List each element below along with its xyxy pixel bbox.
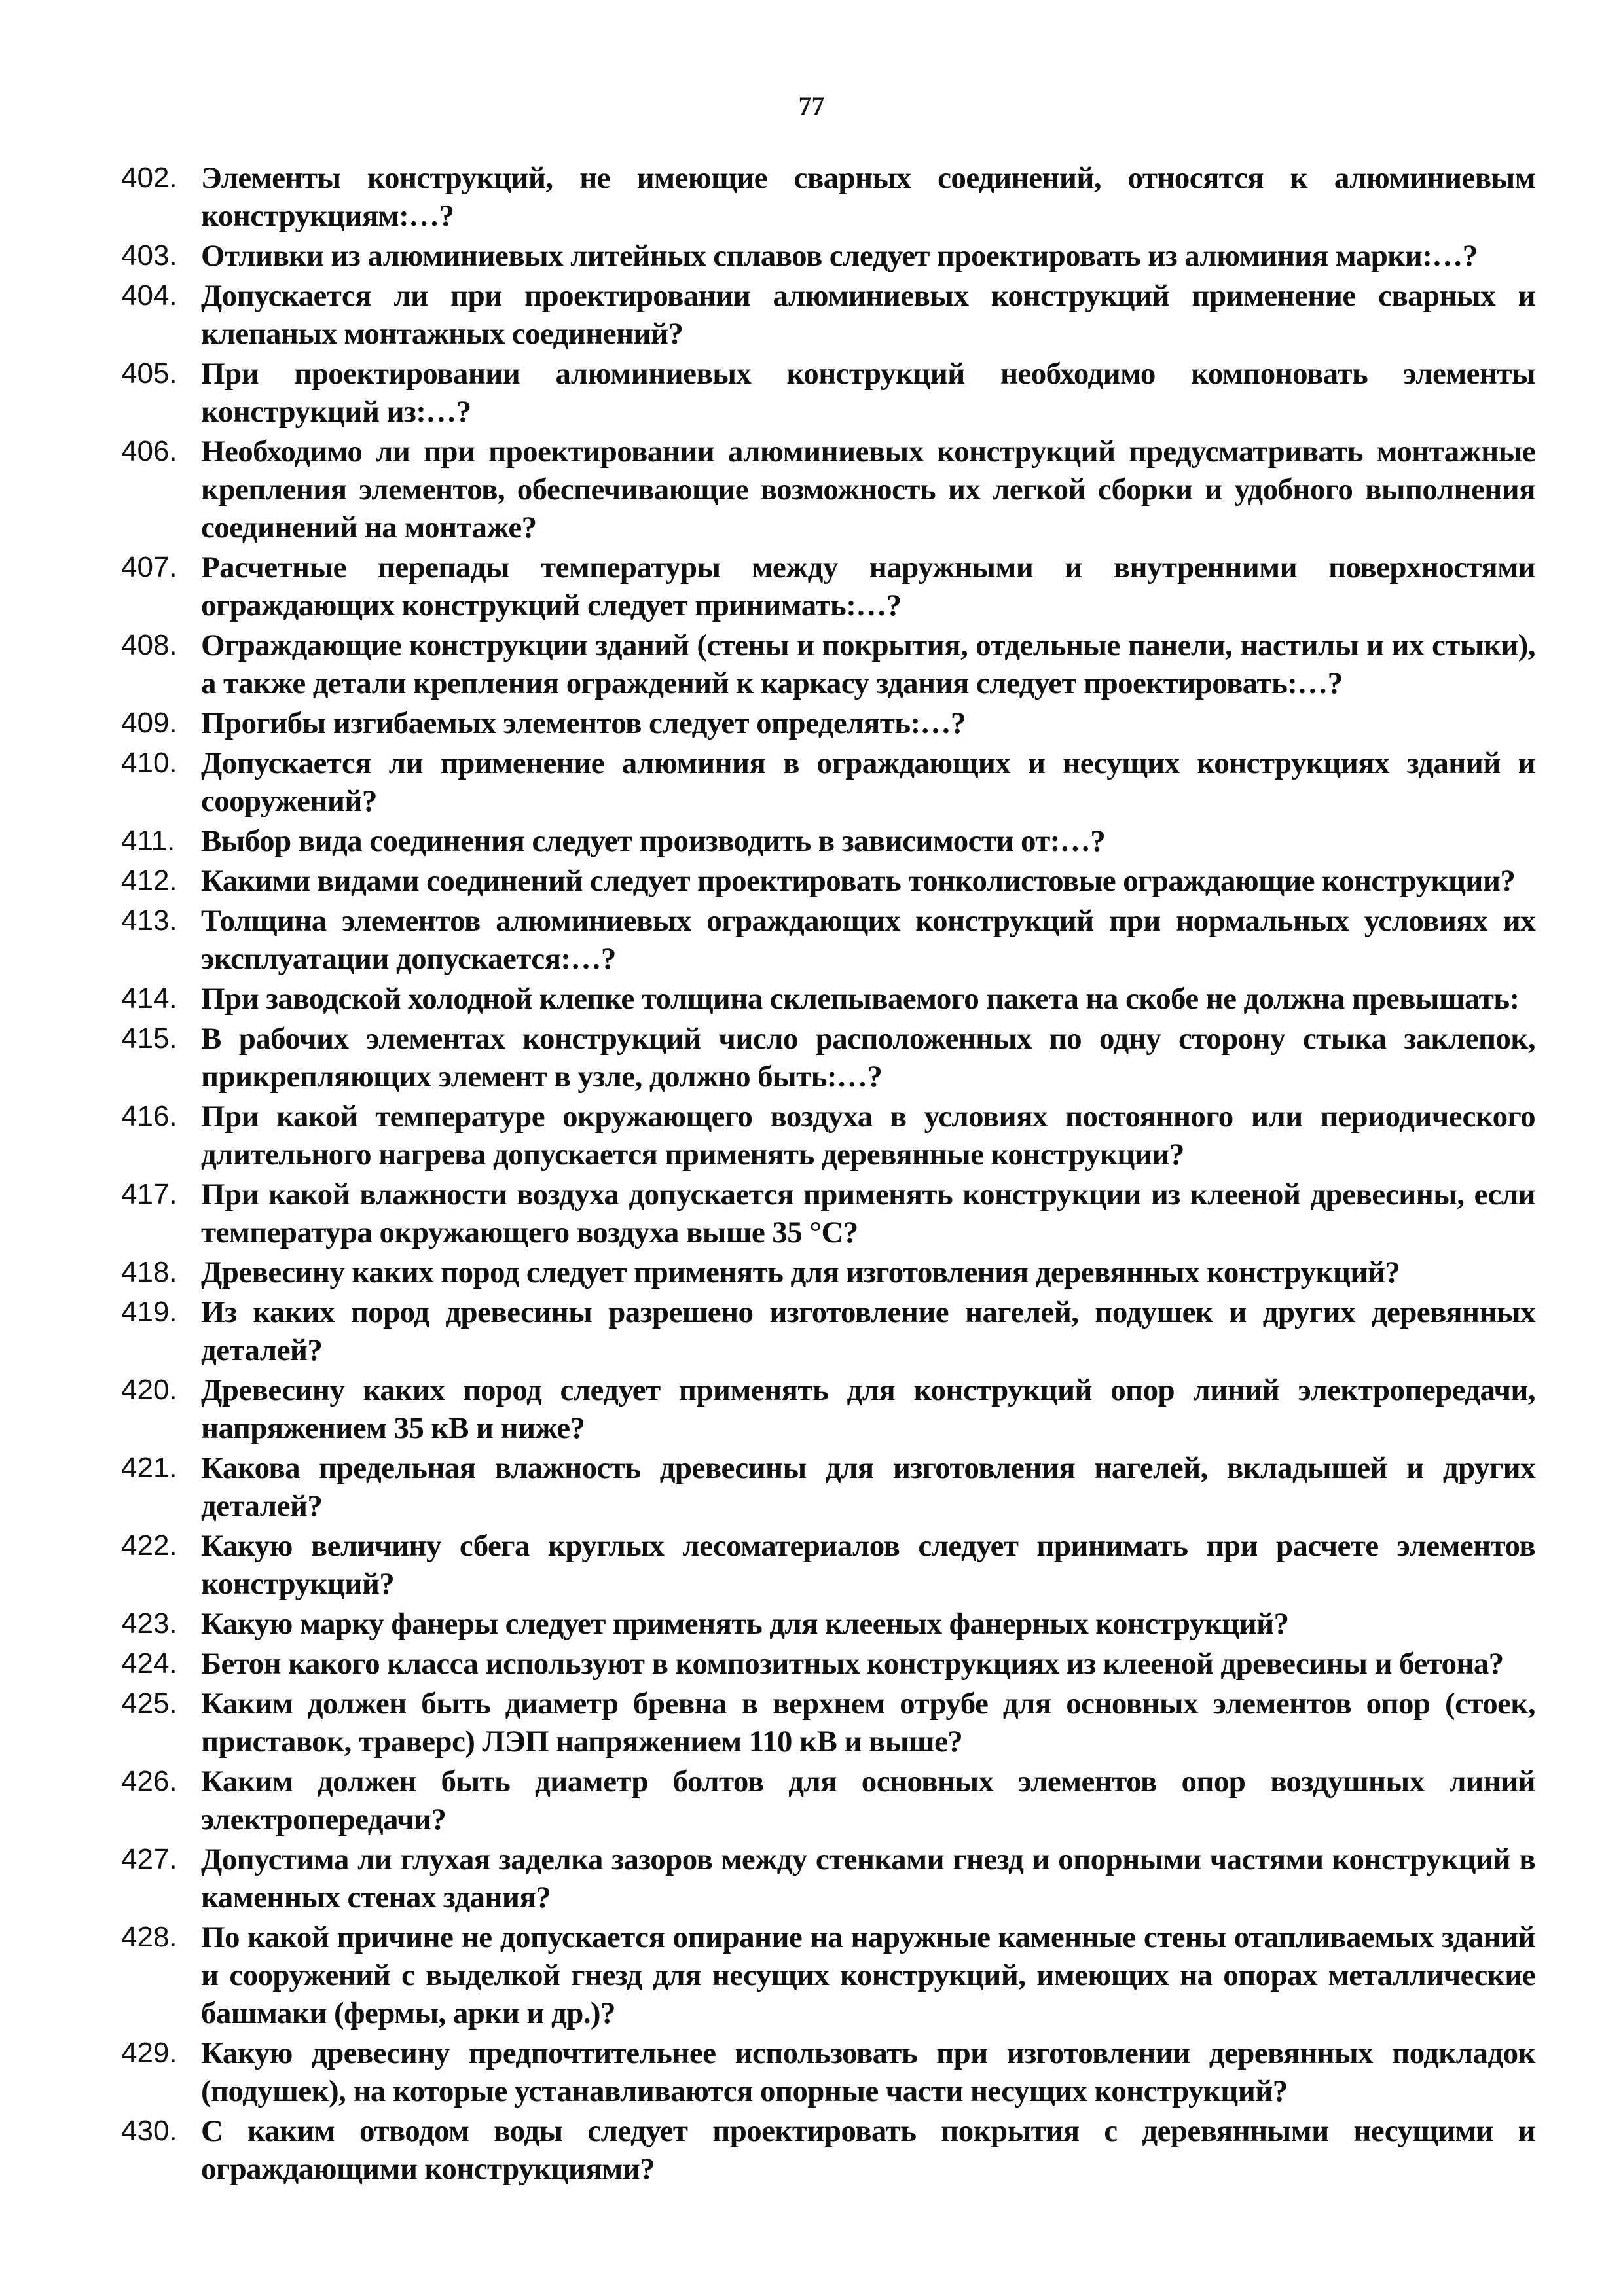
question-number: 417. [121, 1178, 177, 1210]
question-item [121, 1253, 1535, 1291]
question-item [121, 626, 1535, 702]
question-item [121, 355, 1535, 431]
question-text: По какой причине не допускается опирание на наружные каменные стены отапливаемых зданий и сооружений с выделкой гнезд для несущих конструкций, имеющих на опорах металлические башмаки (фермы, арки и др.)? [201, 1920, 1535, 2030]
question-number: 418. [121, 1256, 177, 1288]
question-item [121, 1527, 1535, 1603]
question-item [121, 1605, 1535, 1643]
question-number: 426. [121, 1765, 177, 1797]
question-number: 405. [121, 357, 177, 389]
question-number: 404. [121, 279, 177, 312]
page-number: 77 [798, 91, 825, 120]
question-number: 409. [121, 707, 177, 739]
question-number: 415. [121, 1022, 177, 1054]
question-item [121, 980, 1535, 1018]
question-number: 402. [121, 162, 177, 194]
question-item [121, 862, 1535, 900]
question-number: 421. [121, 1452, 177, 1484]
question-text: Какую величину сбега круглых лесоматериалов следует принимать при расчете элементов конструкций? [201, 1529, 1535, 1601]
question-text: Допускается ли применение алюминия в ограждающих и несущих конструкциях зданий и сооружений? [201, 746, 1535, 818]
question-item [121, 2112, 1535, 2188]
question-item [121, 1293, 1535, 1369]
question-item [121, 1918, 1535, 2032]
question-number: 403. [121, 240, 177, 272]
question-item [121, 1763, 1535, 1839]
question-item [121, 1840, 1535, 1916]
question-text: Толщина элементов алюминиевых ограждающих конструкций при нормальных условиях их эксплуатации допускается:…? [201, 904, 1535, 976]
question-text: Какова предельная влажность древесины для изготовления нагелей, вкладышей и других деталей? [201, 1451, 1535, 1523]
question-number: 411. [121, 825, 175, 857]
question-text: Допускается ли при проектировании алюминиевых конструкций применение сварных и клепаных монтажных соединений? [201, 279, 1535, 351]
question-number: 420. [121, 1374, 177, 1406]
question-text: Расчетные перепады температуры между наружными и внутренними поверхностями ограждающих конструкций следует принимать:…? [201, 550, 1535, 622]
question-text: Бетон какого класса используют в композитных конструкциях из клееной древесины и бетона? [201, 1647, 1504, 1681]
question-text: Какую древесину предпочтительнее использовать при изготовлении деревянных подкладок (подушек), на которые устанавливаются опорные части несущих конструкций? [201, 2036, 1535, 2108]
question-item [121, 1449, 1535, 1525]
question-text: Какими видами соединений следует проектировать тонколистовые ограждающие конструкции? [201, 864, 1516, 898]
question-number: 428. [121, 1921, 177, 1953]
question-item [121, 1371, 1535, 1447]
question-number: 406. [121, 435, 177, 467]
question-number: 430. [121, 2115, 177, 2147]
question-item [121, 2034, 1535, 2110]
question-number: 408. [121, 629, 177, 661]
question-number: 425. [121, 1687, 177, 1719]
question-number: 424. [121, 1647, 177, 1679]
question-number: 412. [121, 865, 177, 897]
question-text: Допустима ли глухая заделка зазоров между стенками гнезд и опорными частями конструкций в каменных стенах здания? [201, 1842, 1535, 1914]
question-item [121, 902, 1535, 978]
question-number: 423. [121, 1607, 177, 1640]
question-item [121, 237, 1535, 275]
question-text: При какой температуре окружающего воздуха в условиях постоянного или периодического длительного нагрева допускается применять деревянные конструкции? [201, 1100, 1535, 1172]
question-item [121, 744, 1535, 820]
question-text: В рабочих элементах конструкций число расположенных по одну сторону стыка заклепок, прикрепляющих элемент в узле, должно быть:…? [201, 1022, 1535, 1094]
question-item [121, 1020, 1535, 1096]
question-item [121, 1098, 1535, 1174]
question-item [121, 1685, 1535, 1761]
question-text: Древесину каких пород следует применять для изготовления деревянных конструкций? [201, 1255, 1400, 1289]
question-text: Выбор вида соединения следует производить в зависимости от:…? [201, 824, 1106, 858]
question-number: 416. [121, 1100, 177, 1132]
question-text: С каким отводом воды следует проектировать покрытия с деревянными несущими и ограждающими конструкциями? [201, 2114, 1535, 2186]
question-item [121, 159, 1535, 235]
question-item [121, 277, 1535, 353]
question-number: 410. [121, 747, 177, 779]
question-number: 413. [121, 905, 177, 937]
question-text: Каким должен быть диаметр болтов для основных элементов опор воздушных линий электропередачи? [201, 1765, 1535, 1837]
question-text: Из каких пород древесины разрешено изготовление нагелей, подушек и других деревянных деталей? [201, 1295, 1535, 1367]
question-text: Отливки из алюминиевых литейных сплавов следует проектировать из алюминия марки:…? [201, 239, 1478, 273]
question-text: Элементы конструкций, не имеющие сварных соединений, относятся к алюминиевым конструкциям:…? [201, 161, 1535, 233]
question-number: 427. [121, 1843, 177, 1875]
question-number: 419. [121, 1296, 177, 1328]
question-list [121, 159, 1535, 2190]
question-number: 407. [121, 551, 177, 583]
question-text: При какой влажности воздуха допускается применять конструкции из клееной древесины, если температура окружающего воздуха выше 35 °С? [201, 1177, 1535, 1249]
question-item [121, 1175, 1535, 1251]
question-text: Какую марку фанеры следует применять для клееных фанерных конструкций? [201, 1607, 1289, 1641]
question-number: 422. [121, 1530, 177, 1562]
question-text: Древесину каких пород следует применять для конструкций опор линий электропередачи, напряжением 35 кВ и ниже? [201, 1373, 1535, 1445]
question-text: Ограждающие конструкции зданий (стены и покрытия, отдельные панели, настилы и их стыки), а также детали крепления ограждений к каркасу здания следует проектировать:…? [201, 628, 1535, 700]
question-item [121, 704, 1535, 742]
question-text: При заводской холодной клепке толщина склепываемого пакета на скобе не должна превышать: [201, 982, 1520, 1016]
question-number: 429. [121, 2037, 177, 2069]
question-text: Необходимо ли при проектировании алюминиевых конструкций предусматривать монтажные крепления элементов, обеспечивающие возможность их легкой сборки и удобного выполнения соединений на монтаже? [201, 435, 1535, 545]
question-number: 414. [121, 982, 177, 1014]
question-text: При проектировании алюминиевых конструкций необходимо компоновать элементы конструкций из:…? [201, 357, 1535, 429]
question-item [121, 1645, 1535, 1683]
question-text: Прогибы изгибаемых элементов следует определять:…? [201, 706, 966, 740]
question-text: Каким должен быть диаметр бревна в верхнем отрубе для основных элементов опор (стоек, приставок, траверс) ЛЭП напряжением 110 кВ и выше? [201, 1687, 1535, 1759]
question-item [121, 433, 1535, 547]
question-item [121, 548, 1535, 624]
question-item [121, 822, 1535, 860]
